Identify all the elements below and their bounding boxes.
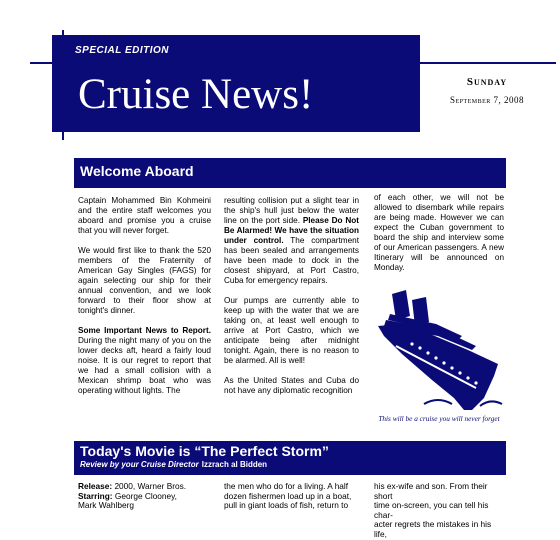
paragraph-welcome: Captain Mohammed Bin Kohmeini and the entire staff welcomes you aboard and promise you a cruise that you will never forget. [78, 196, 211, 235]
paragraph-collision [224, 196, 359, 286]
paragraph-diplomacy: As the United States and Cuba do not have any diplomatic recognition [224, 376, 359, 395]
welcome-heading-bar [74, 158, 506, 188]
article-column-1 [78, 196, 211, 406]
movie-heading-bar [74, 441, 506, 475]
alarm-notice: Please Do Not Be Alarmed! We have the situation under control. [224, 216, 359, 245]
starring-line-2: Mark Wahlberg [78, 500, 134, 511]
welcome-heading: Welcome Aboard [80, 163, 194, 179]
movie-column-3 [374, 482, 504, 540]
news-lead: Some Important News to Report. [78, 326, 211, 335]
review-label: Review by your Cruise Director [80, 460, 199, 469]
movie-review-byline [80, 460, 267, 469]
edition-label: SPECIAL EDITION [75, 45, 169, 56]
article-column-3 [374, 193, 504, 283]
issue-date: September 7, 2008 [449, 95, 525, 105]
masthead-horizontal-rule [30, 62, 556, 64]
paragraph-pumps: Our pumps are currently able to keep up with the water that we are taking on, at least well enough to arrive at Port Castro, which we anticipate being after midnight tonight. Again, there is no reason to be alarmed. All is well! [224, 296, 359, 365]
starring-value: George Clooney, [112, 490, 177, 501]
paragraph-news [78, 326, 211, 396]
movie-column-2 [224, 482, 359, 511]
ship-caption: This will be a cruise you will never forget [378, 414, 500, 423]
cruise-ship-icon [372, 280, 506, 410]
collision-text: resulting collision put a slight tear in the ship's hull just below the water line on the port side. [224, 196, 359, 225]
movie-text-line: dozen fishermen load up in a boat, [224, 490, 352, 501]
news-text: During the night many of you on the lower decks aft, heard a fairly loud noise. It is our regret to report that we had a small collision with a Mexican shrimp boat who was operating without lights. The [78, 336, 211, 395]
movie-heading: Today's Movie is “The Perfect Storm” [80, 443, 329, 459]
movie-text-line: acter regrets the mistakes in his life, [374, 519, 492, 539]
movie-text-line: pull in giant loads of fish, return to [224, 500, 349, 511]
movie-column-1 [78, 482, 213, 511]
movie-text-line: the men who do for a living. A half [224, 481, 349, 491]
article-column-2 [224, 196, 359, 406]
newsletter-title: Cruise News! [78, 71, 314, 118]
release-value: 2000, Warner Bros. [112, 481, 187, 491]
starring-label: Starring: [78, 490, 113, 501]
paragraph-thanks: We would first like to thank the 520 members of the Fraternity of American Gay Singles (FAGS) for again selecting our ship for their annual convention, and we look forward to their floor show at tonight's dinner. [78, 246, 211, 315]
issue-day: Sunday [466, 76, 508, 88]
movie-text-line: time on-screen, you can tell his char- [374, 500, 489, 520]
movie-text-line: his ex-wife and son. From their short [374, 481, 488, 501]
release-label: Release: [78, 481, 113, 491]
reviewer-name: Izzrach al Bidden [201, 460, 268, 469]
paragraph-disembark: of each other, we will not be allowed to disembark while repairs are being made. However we can expect the Cuban government to board the ship and interview some of our American passengers. A new Itinerary will be announced on Monday. [374, 193, 504, 272]
repair-text: The compartment has been sealed and arrangements have been made to dock in the closest shipyard, at Port Castro, Cuba for emergency repairs. [224, 236, 359, 285]
